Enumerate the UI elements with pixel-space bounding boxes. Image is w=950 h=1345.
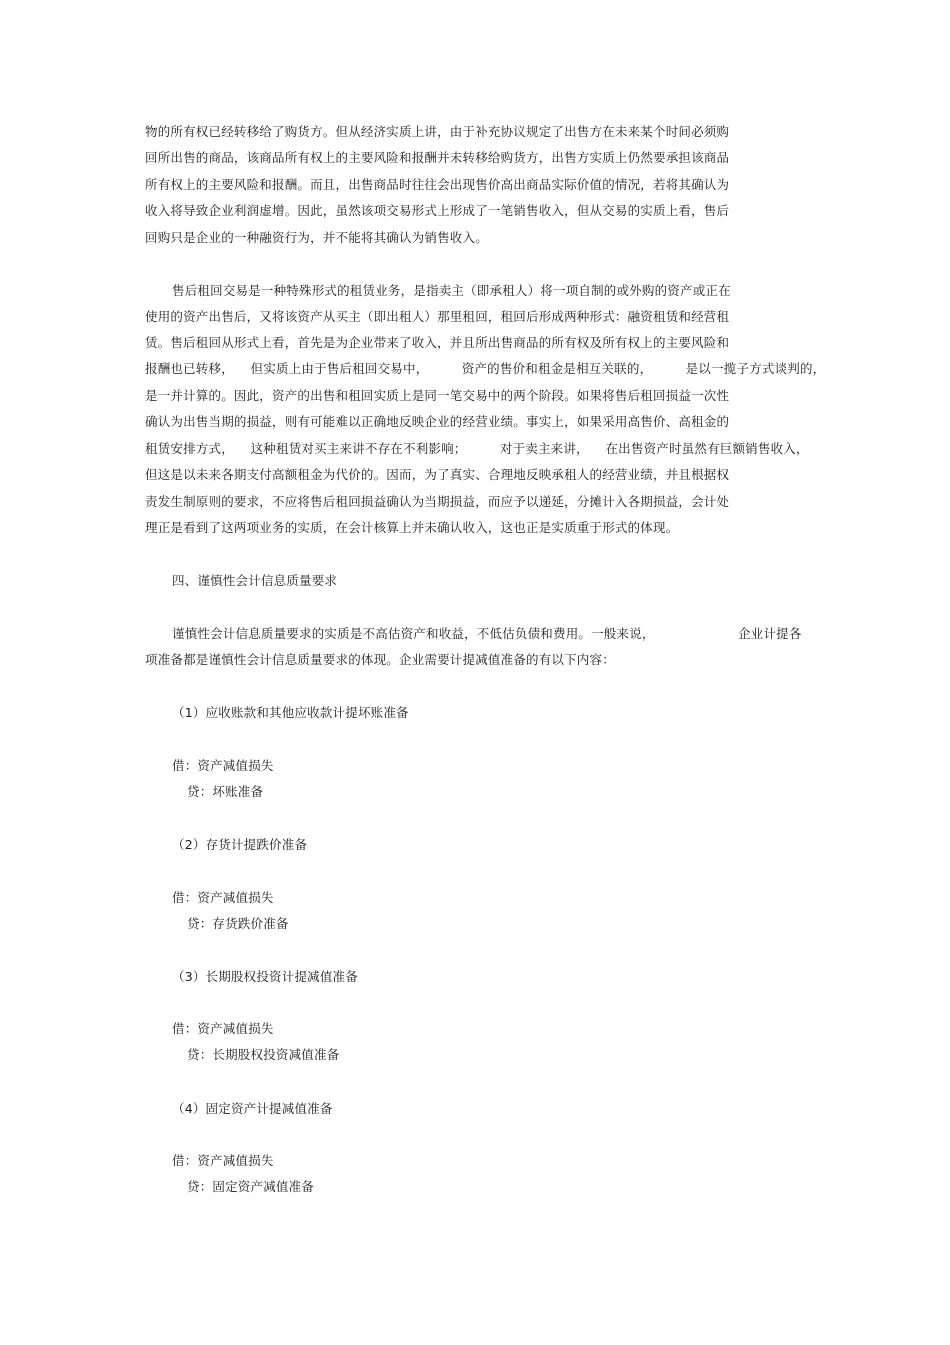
paragraph-2-line: 租赁安排方式， 这种租赁对买主来讲不存在不利影响； 对于卖主来讲， 在出售资产时虽然有巨额销售收入，	[145, 441, 809, 456]
item-title: （4）固定资产计提减值准备	[172, 1101, 333, 1116]
paragraph-2-line: 售后租回交易是一种特殊形式的租赁业务，是指卖主（即承租人）将一项自制的或外购的资产或正在	[172, 283, 731, 298]
item-title: （1）应收账款和其他应收款计提坏账准备	[172, 705, 409, 720]
journal-credit: 贷：固定资产减值准备	[187, 1179, 315, 1194]
paragraph-1-line: 回所出售的商品，该商品所有权上的主要风险和报酬并未转移给购货方，出售方实质上仍然要承担该商品	[145, 150, 730, 165]
journal-credit: 贷：长期股权投资减值准备	[187, 1047, 340, 1062]
journal-credit: 贷：存货跌价准备	[187, 916, 289, 931]
journal-credit: 贷：坏账准备	[187, 784, 264, 799]
journal-debit: 借：资产减值损失	[172, 1153, 274, 1168]
journal-debit: 借：资产减值损失	[172, 1021, 274, 1036]
paragraph-3-line: 项准备都是谨慎性会计信息质量要求的体现。企业需要计提减值准备的有以下内容：	[145, 652, 615, 667]
section-heading: 四、谨慎性会计信息质量要求	[172, 573, 338, 588]
paragraph-1-line: 物的所有权已经转移给了购货方。但从经济实质上讲，由于补充协议规定了出售方在未来某个时间必须购	[145, 124, 730, 139]
paragraph-2-line: 是一并计算的。因此，资产的出售和租回实质上是同一笔交易中的两个阶段。如果将售后租回损益一次性	[145, 388, 730, 403]
paragraph-2-line: 报酬也已转移， 但实质上由于售后租回交易中， 资产的售价和租金是相互关联的， 是以一揽子方式谈判的，	[145, 361, 826, 376]
paragraph-1-line: 所有权上的主要风险和报酬。而且，出售商品时往往会出现售价高出商品实际价值的情况，若将其确认为	[145, 177, 730, 192]
paragraph-2-line: 确认为出售当期的损益，则有可能难以正确地反映企业的经营业绩。事实上，如果采用高售价、高租金的	[145, 414, 730, 429]
paragraph-2-line: 但这是以未来各期支付高额租金为代价的。因而，为了真实、合理地反映承租人的经营业绩，并且根据权	[145, 467, 730, 482]
paragraph-3-line: 谨慎性会计信息质量要求的实质是不高估资产和收益，不低估负债和费用。一般来说， 企业计提各	[172, 626, 802, 641]
item-title: （3）长期股权投资计提减值准备	[172, 969, 358, 984]
paragraph-1-line: 回购只是企业的一种融资行为，并不能将其确认为销售收入。	[145, 230, 488, 245]
item-title: （2）存货计提跌价准备	[172, 837, 308, 852]
paragraph-2-line: 责发生制原则的要求，不应将售后租回损益确认为当期损益，而应予以递延，分摊计入各期损益，会计处	[145, 494, 730, 509]
journal-debit: 借：资产减值损失	[172, 890, 274, 905]
journal-debit: 借：资产减值损失	[172, 758, 274, 773]
paragraph-2-line: 理正是看到了这两项业务的实质，在会计核算上并未确认收入，这也正是实质重于形式的体现。	[145, 520, 679, 535]
paragraph-2-line: 赁。售后租回从形式上看，首先是为企业带来了收入，并且所出售商品的所有权及所有权上的主要风险和	[145, 335, 730, 350]
paragraph-2-line: 使用的资产出售后，又将该资产从买主（即出租人）那里租回，租回后形成两种形式：融资租赁和经营租	[145, 309, 730, 324]
paragraph-1-line: 收入将导致企业利润虚增。因此，虽然该项交易形式上形成了一笔销售收入，但从交易的实质上看，售后	[145, 203, 730, 218]
